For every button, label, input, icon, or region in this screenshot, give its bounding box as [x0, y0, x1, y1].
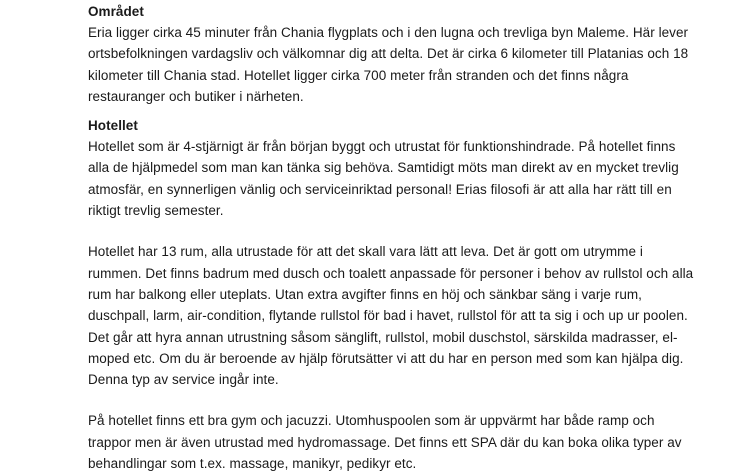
text-line: moped etc. Om du är beroende av hjälp förutsätter vi att du har en person med som kan hjälpa dig.: [88, 350, 684, 366]
section-heading: Området: [88, 4, 144, 19]
text-line: Hotellet som är 4-stjärnigt är från början byggt och utrustat för funktionshindrade. På hotellet finns: [88, 139, 676, 155]
text-line: Hotellet har 13 rum, alla utrustade för att det skall vara lätt att leva. Det är gott om utrymme i: [88, 244, 643, 260]
section-omradet: [88, 2, 728, 107]
text-line: behandlingar som t.ex. massage, manikyr, pedikyr etc.: [88, 456, 417, 472]
text-line: rum har balkong eller uteplats. Utan extra avgifter finns en höj och sänkbar säng i varje rum,: [88, 286, 642, 302]
section-hotellet: [88, 116, 728, 474]
text-line: Det går att hyra annan utrustning såsom sänglift, rullstol, mobil duschstol, särskilda madrasser, el-: [88, 329, 678, 345]
document-page: [88, 2, 728, 474]
paragraph: [88, 410, 728, 474]
text-line: Denna typ av service ingår inte.: [88, 372, 279, 388]
text-line: alla de hjälpmedel som man kan tänka sig behöva. Samtidigt möts man direkt av en mycket trevlig: [88, 160, 679, 176]
paragraph: [88, 241, 728, 390]
paragraph: [88, 136, 728, 221]
text-line: restauranger och butiker i närheten.: [88, 88, 304, 104]
section-heading: Hotellet: [88, 118, 138, 134]
text-line: atmosfär, en synnerligen vänlig och serviceinriktad personal! Erias filosofi är att alla har rätt till en: [88, 181, 672, 197]
text-line: trappor men är även utrustad med hydromassage. Det finns ett SPA där du kan boka olika typer av: [88, 434, 682, 450]
text-line: kilometer till Chania stad. Hotellet ligger cirka 700 meter från stranden och det finns några: [88, 67, 629, 83]
text-line: ortsbefolkningen vardagsliv och välkomnar dig att delta. Det är cirka 6 kilometer till Platanias och 18: [88, 46, 689, 62]
text-line: duschpall, larm, air-condition, flytande rullstol för bad i havet, rullstol för att ta sig i och up ur poolen.: [88, 308, 688, 324]
text-line: riktigt trevlig semester.: [88, 203, 224, 219]
text-line: På hotellet finns ett bra gym och jacuzzi. Utomhuspoolen som är uppvärmt har både ramp och: [88, 413, 655, 429]
text-line: rummen. Det finns badrum med dusch och toalett anpassade för personer i behov av rullstol och alla: [88, 265, 694, 281]
text-line: Eria ligger cirka 45 minuter från Chania flygplats och i den lugna och trevliga byn Maleme. Här lever: [88, 25, 689, 40]
paragraph: [88, 22, 728, 107]
